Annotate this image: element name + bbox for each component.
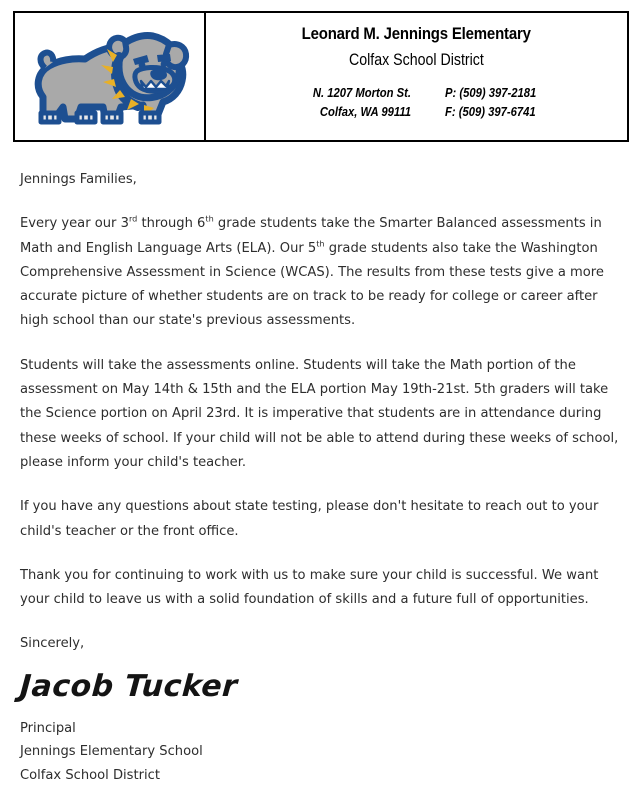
letterhead — [13, 11, 629, 142]
paragraph-assessments-overview — [20, 212, 624, 333]
letterhead-info — [206, 13, 627, 140]
paragraph-questions: If you have any questions about state testing, please don't hesitate to reach out to your child's teacher or the front office. — [20, 499, 599, 539]
phone-number: P: (509) 397-2181 — [444, 85, 536, 100]
signature-block — [20, 717, 624, 787]
paragraph-test-dates: Students will take the assessments online. Students will take the Math portion of the assessment on May 14th & 15th and the ELA portion May 19th-21st. 5th graders will take the Science portion on April 23rd. It is imperative that students are in attendance during these weeks of school. If your child will not be able to attend during these weeks of school, please inform your child's teacher. — [20, 357, 619, 470]
signature-title: Principal — [20, 720, 76, 736]
letter-body — [20, 168, 624, 787]
p1-part2: through 6 — [137, 216, 206, 232]
p1-sup-6th: th — [205, 213, 214, 224]
paragraph-thank-you: Thank you for continuing to work with us to make sure your child is successful. We want your child to leave us with a solid foundation of skills and a future full of opportunities. — [20, 567, 599, 608]
address-column — [273, 84, 411, 123]
closing: Sincerely, — [20, 636, 85, 652]
phone-column — [411, 84, 561, 123]
address-line-2: Colfax, WA 99111 — [319, 104, 411, 119]
logo-cell — [15, 13, 206, 140]
p1-sup-3rd: rd — [128, 213, 138, 224]
p1-part3: grade students take the Smarter Balanced assessments in Math and English Language Arts (ELA). Our 5 — [20, 216, 602, 256]
p1-part4: grade students also take the Washington Comprehensive Assessment in Science (WCAS). The results from these tests give a more accurate picture of whether students are on track to be ready for college or career after high school than our state's previous assessments. — [20, 240, 604, 329]
school-name: Leonard M. Jennings Elementary — [301, 24, 532, 43]
bulldog-mascot-icon — [25, 21, 195, 133]
p1-part1: Every year our 3 — [20, 216, 129, 232]
p1-sup-5th: th — [316, 238, 325, 249]
contact-block — [273, 84, 561, 123]
signature-district: Colfax School District — [20, 767, 160, 783]
signature: Jacob Tucker — [18, 668, 239, 704]
fax-number: F: (509) 397-6741 — [444, 104, 536, 119]
signature-school: Jennings Elementary School — [20, 744, 203, 760]
district-name: Colfax School District — [349, 50, 484, 69]
salutation: Jennings Families, — [20, 172, 137, 187]
address-line-1: N. 1207 Morton St. — [312, 85, 411, 100]
